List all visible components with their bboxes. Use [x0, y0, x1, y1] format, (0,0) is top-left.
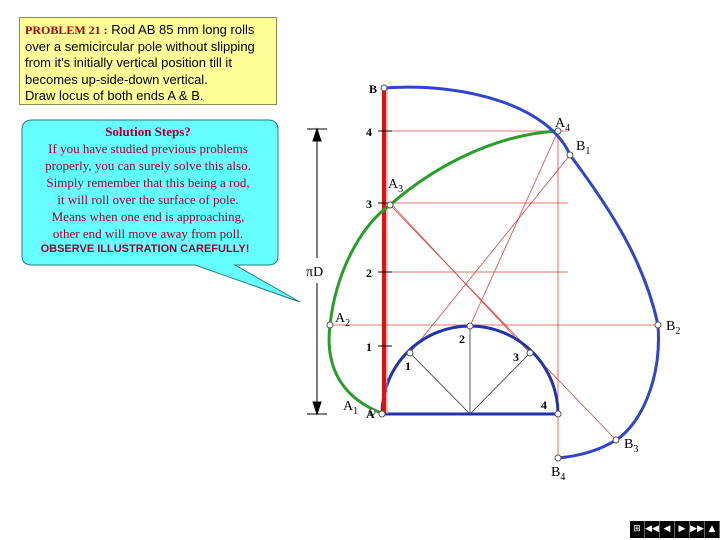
construction-line-1-b1 — [410, 155, 570, 353]
problem-line-4: becomes up-side-down vertical. — [25, 71, 208, 87]
problem-line-5: Draw locus of both ends A & B. — [25, 88, 204, 103]
problem-line-3: from it's initially vertical position till it — [25, 55, 232, 70]
point-b2 — [655, 322, 661, 328]
label-arc-2: 2 — [459, 332, 465, 346]
point-arc-1 — [407, 350, 413, 356]
label-b4: $B_4$ — [551, 465, 566, 483]
bubble-line-5: Means when one end is approaching, — [51, 209, 245, 224]
point-a — [379, 411, 385, 417]
pole-radials — [410, 326, 530, 414]
last-slide-button[interactable]: ▶▶ — [690, 521, 705, 538]
up-button[interactable]: ▲ — [705, 521, 720, 538]
point-b — [381, 85, 387, 91]
point-arc-2 — [467, 323, 473, 329]
previous-slide-button[interactable]: ◀ — [660, 521, 675, 538]
label-a2: $A_2$ — [335, 311, 351, 329]
label-b1: $B_1$ — [576, 139, 591, 157]
problem-line-2: over a semicircular pole without slipping — [25, 38, 255, 54]
locus-b-curve — [384, 87, 658, 458]
label-a4: $A_4$ — [555, 116, 571, 134]
slide-navigation — [630, 521, 720, 538]
point-b3 — [613, 437, 619, 443]
point-a3 — [387, 202, 393, 208]
locus-a-curve — [329, 131, 558, 414]
pid-label: πD — [306, 265, 324, 280]
label-b3: $B_3$ — [624, 437, 639, 455]
label-b2: $B_2$ — [666, 319, 681, 337]
first-slide-button[interactable]: ◀◀ — [645, 521, 660, 538]
problem-title: PROBLEM 21 : — [25, 23, 108, 37]
point-arc-4 — [555, 411, 561, 417]
label-a: A — [366, 407, 375, 421]
point-a2 — [327, 322, 333, 328]
label-stick-1: 1 — [366, 340, 372, 354]
bubble-line-2: properly, you can surely solve this also. — [45, 158, 251, 173]
bubble-title: Solution Steps? — [105, 124, 191, 139]
bubble-observe: OBSERVE ILLUSTRATION CAREFULLY! — [40, 243, 250, 255]
bubble-line-3: Simply remember that this being a rod, — [46, 175, 250, 190]
label-a1: $A_1$ — [343, 399, 359, 417]
label-a3: $A_3$ — [388, 177, 404, 195]
construction-line-a3-b3 — [390, 205, 616, 440]
point-b1 — [567, 152, 573, 158]
bubble-line-6: other end will move away from poll. — [52, 226, 244, 241]
label-b: B — [369, 82, 378, 96]
label-stick-4: 4 — [366, 125, 372, 139]
construction-lines — [330, 131, 658, 458]
next-slide-button[interactable]: ▶ — [675, 521, 690, 538]
label-arc-1: 1 — [405, 359, 411, 373]
construction-line-2-a4 — [470, 131, 558, 326]
label-stick-2: 2 — [366, 266, 372, 280]
label-arc-4: 4 — [541, 398, 547, 412]
label-stick-3: 3 — [366, 197, 372, 211]
home-button[interactable]: ⊞ — [630, 521, 645, 538]
construction-line-3-a3 — [392, 205, 530, 353]
point-b4 — [555, 455, 561, 461]
point-arc-3 — [527, 350, 533, 356]
bubble-line-1: If you have studied previous problems — [48, 141, 248, 156]
problem-line-1: Rod AB 85 mm long rolls — [111, 22, 255, 37]
bubble-line-4: it will roll over the surface of pole. — [57, 192, 239, 207]
label-arc-3: 3 — [513, 350, 519, 364]
